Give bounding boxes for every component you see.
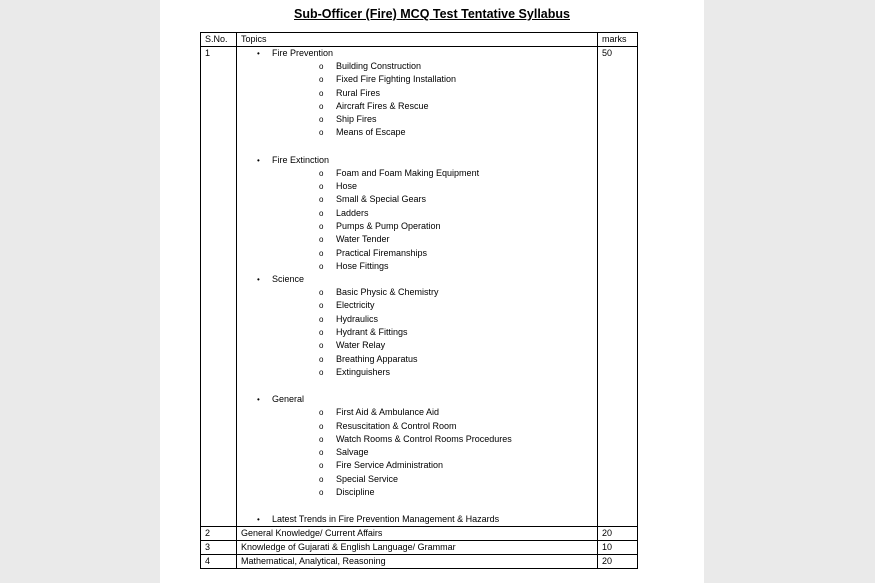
list-item: [272, 100, 597, 113]
item-label: Practical Firemanships: [336, 247, 428, 258]
hollow-circle-icon: o: [319, 288, 324, 298]
sub-list: [272, 167, 597, 273]
list-item: [272, 220, 597, 233]
item-label: Breathing Apparatus: [336, 353, 418, 364]
item-label: Aircraft Fires & Rescue: [336, 100, 429, 111]
list-item: [272, 339, 597, 352]
document-page: [160, 0, 704, 583]
item-label: Ship Fires: [336, 114, 377, 125]
list-item: [272, 459, 597, 472]
document-title: Sub-Officer (Fire) MCQ Test Tentative Syllabus: [294, 7, 570, 21]
item-label: Small & Special Gears: [336, 194, 427, 205]
section: [241, 393, 597, 499]
header-topics: Topics: [237, 33, 598, 47]
list-item: [272, 353, 597, 366]
list-item: [272, 366, 597, 379]
list-item: [272, 260, 597, 273]
hollow-circle-icon: o: [319, 488, 324, 498]
section: [241, 273, 597, 393]
row-marks: 20: [598, 555, 638, 569]
bullet-dot-icon: •: [257, 515, 260, 525]
list-item: [272, 473, 597, 486]
hollow-circle-icon: o: [319, 75, 324, 85]
list-item: [272, 486, 597, 499]
hollow-circle-icon: o: [319, 434, 324, 444]
item-label: Building Construction: [336, 61, 422, 71]
row-sno: 2: [201, 527, 237, 541]
topics-list: [241, 47, 597, 526]
row-sno: 1: [201, 47, 237, 527]
section-name: Science: [272, 274, 305, 285]
syllabus-table: [200, 32, 638, 569]
bullet-dot-icon: •: [257, 49, 260, 58]
hollow-circle-icon: o: [319, 408, 324, 418]
item-label: Pumps & Pump Operation: [336, 220, 441, 231]
row-topics: [237, 47, 598, 527]
list-item: [272, 126, 597, 139]
item-label: Electricity: [336, 300, 375, 311]
table-header-row: [201, 33, 638, 47]
hollow-circle-icon: o: [319, 101, 324, 111]
item-label: Hose: [336, 181, 358, 192]
hollow-circle-icon: o: [319, 62, 324, 71]
item-label: Hose Fittings: [336, 260, 389, 271]
bullet-dot-icon: •: [257, 275, 260, 285]
list-item: [272, 446, 597, 459]
list-item: [272, 433, 597, 446]
hollow-circle-icon: o: [319, 195, 324, 205]
item-label: Basic Physic & Chemistry: [336, 287, 439, 298]
list-item: [272, 73, 597, 86]
item-label: Means of Escape: [336, 127, 406, 138]
item-label: Fire Service Administration: [336, 460, 444, 471]
hollow-circle-icon: o: [319, 88, 324, 98]
row-marks: 10: [598, 541, 638, 555]
list-item: [272, 406, 597, 419]
item-label: Hydrant & Fittings: [336, 327, 408, 338]
hollow-circle-icon: o: [319, 221, 324, 231]
row-marks: 20: [598, 527, 638, 541]
list-item: [272, 193, 597, 206]
item-label: Resuscitation & Control Room: [336, 420, 457, 431]
hollow-circle-icon: o: [319, 448, 324, 458]
row-marks: 50: [598, 47, 638, 527]
table-row: [201, 527, 638, 541]
header-sno: S.No.: [201, 33, 237, 47]
item-label: Special Service: [336, 473, 399, 484]
row-topic: Knowledge of Gujarati & English Language/ Grammar: [237, 541, 598, 555]
hollow-circle-icon: o: [319, 301, 324, 311]
section: [241, 47, 597, 154]
list-item: [272, 207, 597, 220]
list-item: [272, 113, 597, 126]
list-item: [272, 326, 597, 339]
hollow-circle-icon: o: [319, 341, 324, 351]
section: [241, 154, 597, 273]
list-item: [272, 233, 597, 246]
item-label: Salvage: [336, 447, 369, 458]
hollow-circle-icon: o: [319, 314, 324, 324]
item-label: Water Relay: [336, 340, 386, 351]
sub-list: [272, 406, 597, 499]
table-row: [201, 541, 638, 555]
hollow-circle-icon: o: [319, 115, 324, 125]
item-label: Rural Fires: [336, 87, 381, 98]
list-item: [272, 167, 597, 180]
item-label: Ladders: [336, 207, 369, 218]
hollow-circle-icon: o: [319, 235, 324, 245]
list-item: [272, 60, 597, 73]
list-item: [272, 313, 597, 326]
hollow-circle-icon: o: [319, 354, 324, 364]
section-latest: [241, 513, 597, 526]
sub-list: [272, 286, 597, 379]
list-item: [272, 247, 597, 260]
section-name: Fire Prevention: [272, 48, 334, 58]
table-row: [201, 47, 638, 527]
row-topic: Mathematical, Analytical, Reasoning: [237, 555, 598, 569]
row-sno: 3: [201, 541, 237, 555]
section-name: Fire Extinction: [272, 154, 330, 165]
hollow-circle-icon: o: [319, 461, 324, 471]
hollow-circle-icon: o: [319, 261, 324, 271]
item-label: Water Tender: [336, 234, 390, 245]
list-item: [272, 299, 597, 312]
sub-list: [272, 60, 597, 140]
list-item: [272, 420, 597, 433]
section-name: Latest Trends in Fire Prevention Management & Hazards: [272, 514, 500, 525]
hollow-circle-icon: o: [319, 208, 324, 218]
row-topic: General Knowledge/ Current Affairs: [237, 527, 598, 541]
item-label: Fixed Fire Fighting Installation: [336, 74, 457, 85]
hollow-circle-icon: o: [319, 367, 324, 377]
item-label: Watch Rooms & Control Rooms Procedures: [336, 433, 512, 444]
hollow-circle-icon: o: [319, 474, 324, 484]
item-label: Discipline: [336, 487, 375, 498]
hollow-circle-icon: o: [319, 128, 324, 138]
table-row: [201, 555, 638, 569]
hollow-circle-icon: o: [319, 168, 324, 178]
header-marks: marks: [598, 33, 638, 47]
item-label: Hydraulics: [336, 313, 379, 324]
hollow-circle-icon: o: [319, 182, 324, 192]
section-name: General: [272, 394, 305, 405]
hollow-circle-icon: o: [319, 328, 324, 338]
bullet-dot-icon: •: [257, 155, 260, 165]
hollow-circle-icon: o: [319, 421, 324, 431]
item-label: Foam and Foam Making Equipment: [336, 167, 480, 178]
hollow-circle-icon: o: [319, 248, 324, 258]
row-sno: 4: [201, 555, 237, 569]
item-label: Extinguishers: [336, 366, 391, 377]
list-item: [272, 286, 597, 299]
list-item: [272, 87, 597, 100]
list-item: [272, 180, 597, 193]
bullet-dot-icon: •: [257, 395, 260, 405]
item-label: First Aid & Ambulance Aid: [336, 407, 440, 418]
